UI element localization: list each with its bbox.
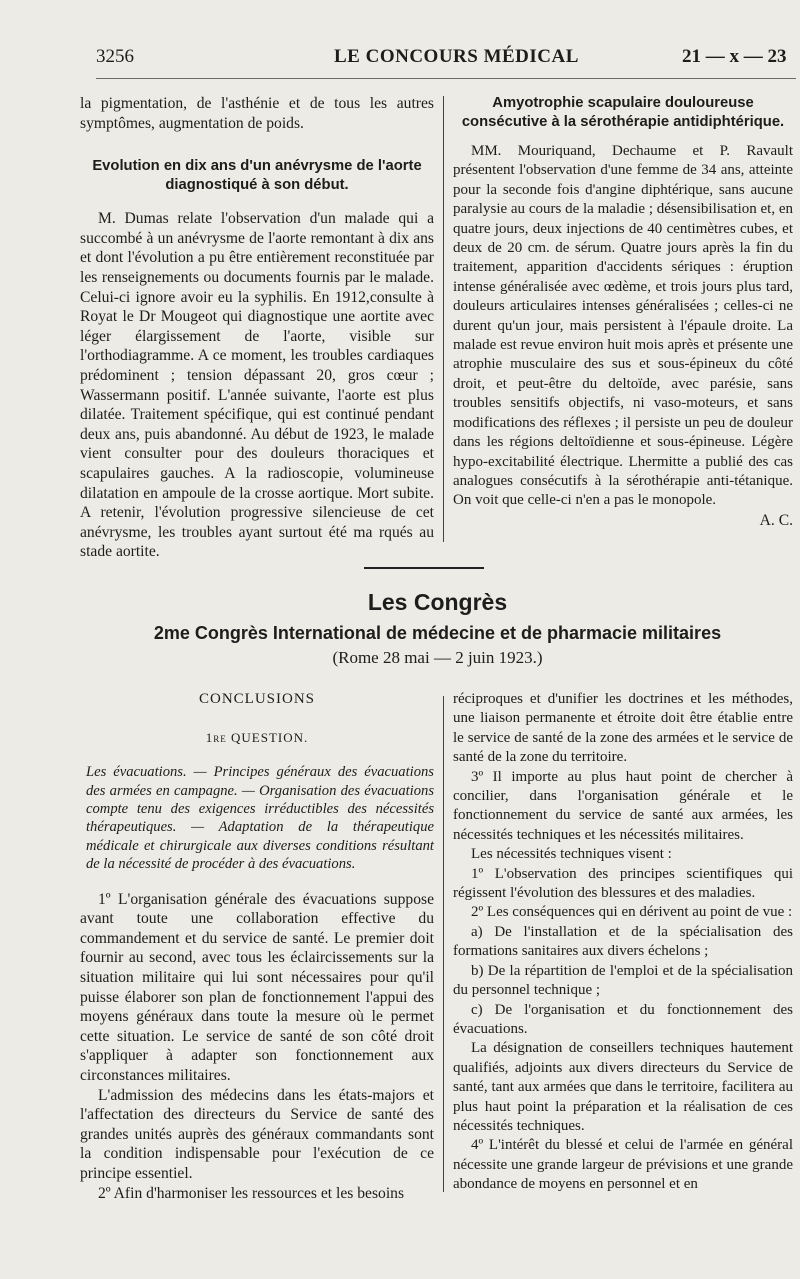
congress-dates: (Rome 28 mai — 2 juin 1923.) (332, 648, 543, 667)
conclusion-point-3: 3º Il importe au plus haut point de chercher à concilier, dans l'organisation générale et le fonctionnement du service de santé aux armées, les nécessités techniques et les nécessités militaires. (453, 768, 793, 843)
conclusion-paragraph-1: 1º L'organisation générale des évacuations suppose avant toute une collaboration effective du commandement et du service de santé. Le premier doit fournir au second, avec tous les éclaircissements sur la situation militaire qui lui sont nécessaires pour qu'il puisse élaborer son plan de fonctionnement l'appui des moyens généraux dans toute la mesure où le permet cette situation. Le service de santé de son côté droit s'appliquer à adapter son fonctionnement aux circonstances militaires. (80, 890, 434, 1084)
sub-item-b: b) De la répartition de l'emploi et de la spécialisation du personnel technique ; (453, 962, 793, 999)
sub-item-a: a) De l'installation et de la spécialisation des formations sanitaires aux divers échelons ; (453, 923, 793, 960)
conclusion-paragraph-3: 2º Afin d'harmoniser les ressources et les besoins (98, 1184, 405, 1202)
technical-need-1: 1º L'observation des principes scientifiques qui régissent l'évolution des blessures et des maladies. (453, 865, 793, 902)
section-title: Les Congrès (367, 589, 508, 615)
article-title-aneurysm: Evolution en dix ans d'un anévrysme de l'aorte diagnostiqué à son début. (92, 158, 422, 194)
question-summary: Les évacuations. — Principes généraux des évacuations des armées en campagne. — Organisation des évacuations compte tenu des exigences irréductibles des nécessités thérapeutiques. — Adaptation de la thérapeutique médicale et chirurgicale aux diverses conditions résultant de la nécessité de procéder à des évacuations. (86, 764, 434, 873)
right-column-bottom (453, 690, 793, 1195)
sub-item-c: c) De l'organisation et du fonctionnement des évacuations. (453, 1001, 793, 1037)
conclusion-point-4: 4º L'intérêt du blessé et celui de l'armée en général nécessite une grande largeur de prévisions et une grande abondance de moyens en personnel et en (453, 1137, 793, 1193)
article-title-amyotrophy: Amyotrophie scapulaire douloureuse consécutive à la sérothérapie antidiphtérique. (461, 95, 785, 130)
technical-need-2: 2º Les conséquences qui en dérivent au point de vue : (471, 904, 793, 921)
continued-text: la pigmentation, de l'asthénie et de tous les autres symptômes, augmentation de poids. (80, 95, 434, 132)
column-divider-bottom (443, 696, 444, 1192)
technical-needs-intro: Les nécessités techniques visent : (471, 846, 672, 863)
issue-date: 21 — x — 23 (682, 46, 787, 67)
conclusion-continued: réciproques et d'unifier les doctrines et les méthodes, une liaison permanente et étroite doit être établie entre le service de santé de la zone des armées et le service de santé de la zone du territoire. (453, 691, 793, 766)
journal-title: LE CONCOURS MÉDICAL (334, 46, 579, 67)
right-column-top (453, 94, 793, 530)
article-body-amyotrophy: MM. Mouriquand, Dechaume et P. Ravault présentent l'observation d'une femme de 34 ans, atteinte pour la seconde fois d'angine diphtérique, sans aucune paralysie au cours de la maladie ; désensibilisation et, en quatre jours, deux injections de 40 centimètres cubes, et deux de 20 cm. de sérum. Quatre jours après la fin du traitement, apparition d'accidents sériques : éruption intense généralisée avec œdème, et trois jours plus tard, douleurs articulaires intenses généralisées ; celles-ci ne durent qu'un jour, mais persistent à l'épaule droite. La malade est revue environ huit mois après et présente une atrophie musculaire des sus et sous-épineux du côté droit, et peut-être du deltoïde, avec parésie, sans troubles sensitifs objectifs, ni vaso-moteurs, et sans modifications des réflexes ; il persiste un peu de douleur dans les régions deltoïdienne et sous-épineuse. Légère hypo-excitabilité électrique. Lhermitte a publié des cas analogues consécutifs à la sérothérapie anti-tétanique. On voit que celle-ci n'en a pas le monopole. (453, 143, 793, 509)
column-divider-top (443, 96, 444, 542)
left-column-top (80, 94, 434, 562)
running-header (96, 46, 796, 74)
header-rule (96, 78, 796, 79)
conclusions-heading: CONCLUSIONS (198, 691, 315, 707)
conclusion-paragraph-2: L'admission des médecins dans les états-majors et l'affectation des directeurs du Service de santé des grandes unités auprès des généraux commandants sont la condition indispensable pour l'exécution de ce principe essentiel. (80, 1086, 434, 1182)
question-label: 1re QUESTION. (205, 729, 309, 745)
left-column-bottom (80, 690, 434, 1203)
congress-heading (80, 588, 795, 670)
congress-title: 2me Congrès International de médecine et de pharmacie militaires (153, 623, 722, 643)
page-number: 3256 (96, 46, 134, 67)
section-rule (364, 567, 484, 569)
signature: A. C. (759, 511, 793, 529)
technical-advisors-paragraph: La désignation de conseillers techniques hautement qualifiés, adjoints aux divers directeurs du Service de santé, tant aux armées que dans le territoire, facilitera au plus haut point la préparation et la réalisation de ces nécessités techniques. (453, 1040, 793, 1134)
article-body-aneurysm: M. Dumas relate l'observation d'un malade qui a succombé à un anévrysme de l'aorte remontant à dix ans et dont l'évolution a pu être entièrement reconstituée par les renseignements ou documents fournis par le malade. Celui-ci ignore avoir eu la syphilis. En 1912,consulte à Royat le Dr Mougeot qui diagnostique une aortite avec léger élargissement de l'aorte, visible sur l'orthodiagramme. A ce moment, les troubles cardiaques prédominent ; tension dépassant 20, gros cœur ; Wassermann positif. L'année suivante, l'aorte est plus dilatée. Traitement spécifique, qui est continué pendant deux ans, puis abandonné. Au début de 1923, le malade vient consulter pour des douleurs thoraciques et scapulaires gauches. A la radioscopie, volumineuse dilatation en ampoule de la crosse aortique. Mort subite. A retenir, l'évolution progressive silencieuse de cet anévrysme, les troubles ayant surtout été ma rqués au stade aortite. (80, 210, 434, 561)
